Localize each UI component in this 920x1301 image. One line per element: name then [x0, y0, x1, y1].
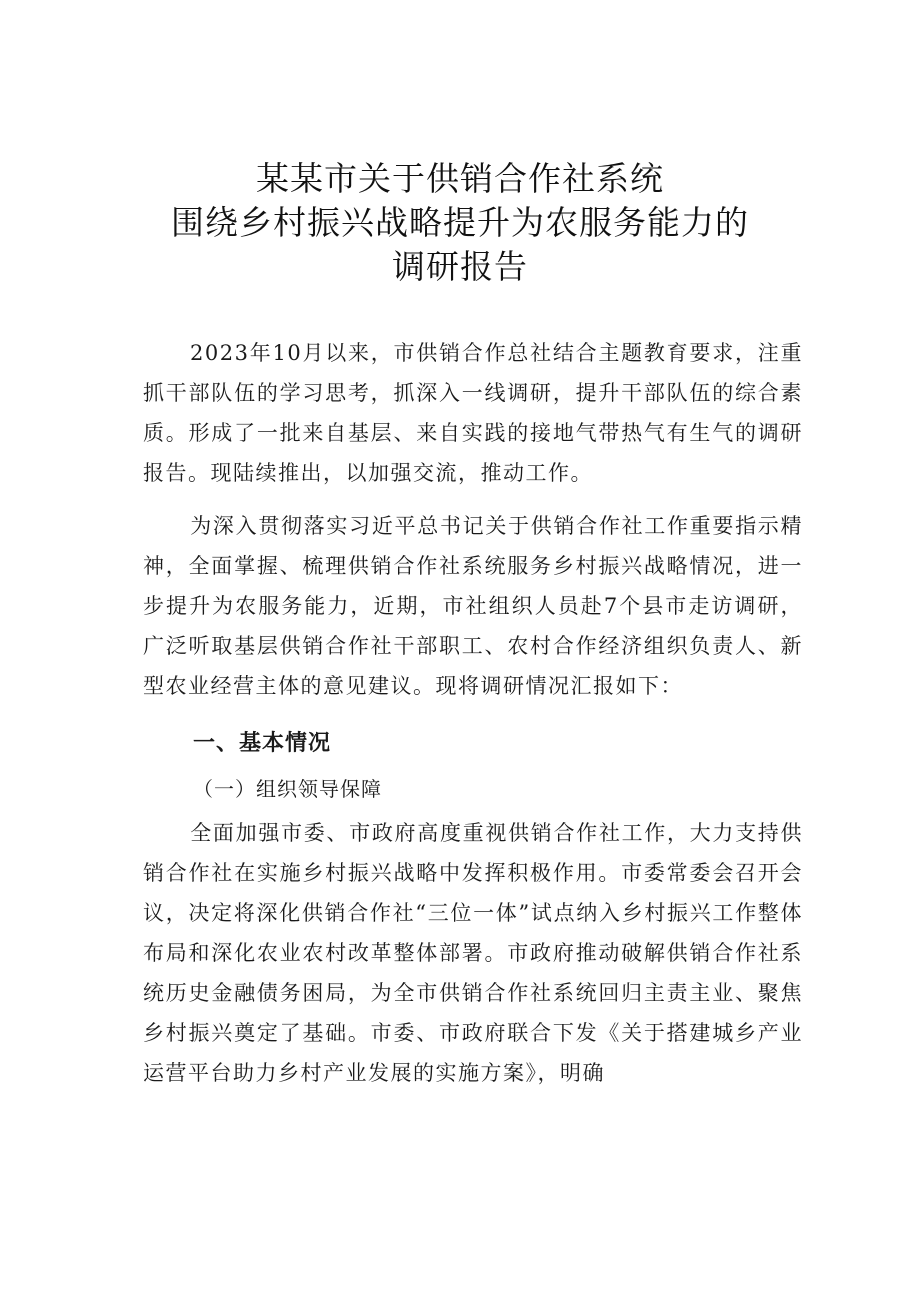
intro-paragraph [143, 333, 803, 493]
section-heading: 一、基本情况 [193, 731, 332, 756]
subsection-heading: （一）组织领导保障 [193, 777, 382, 801]
document-title-line-1: 某某市关于供销合作社系统 [256, 159, 664, 198]
body-paragraph-text: 全面加强市委、市政府高度重视供销合作社工作，大力支持供销合作社在实施乡村振兴战略中发挥积极作用。市委常委会召开会议，决定将深化供销合作社“三位一体”试点纳入乡村振兴工作整体布局和深化农业农村改革整体部署。市政府推动破解供销合作社系统历史金融债务困局，为全市供销合作社系统回归主责主业、聚焦乡村振兴奠定了基础。市委、市政府联合下发《关于搭建城乡产业运营平台助力乡村产业发展的实施方案》，明确 [143, 821, 803, 1085]
document-title-line-3: 调研报告 [392, 247, 528, 286]
purpose-paragraph-text: 为深入贯彻落实习近平总书记关于供销合作社工作重要指示精神，全面掌握、梳理供销合作社系统服务乡村振兴战略情况，进一步提升为农服务能力，近期，市社组织人员赴7个县市走访调研，广泛听取基层供销合作社干部职工、农村合作经济组织负责人、新型农业经营主体的意见建议。现将调研情况汇报如下： [143, 514, 803, 698]
purpose-paragraph [143, 506, 803, 706]
document-title-line-2: 围绕乡村振兴战略提升为农服务能力的 [171, 203, 749, 242]
body-paragraph [143, 813, 803, 1093]
intro-paragraph-text: 2023年10月以来，市供销合作总社结合主题教育要求，注重抓干部队伍的学习思考，抓深入一线调研，提升干部队伍的综合素质。形成了一批来自基层、来自实践的接地气带热气有生气的调研报告。现陆续推出，以加强交流，推动工作。 [143, 341, 803, 485]
